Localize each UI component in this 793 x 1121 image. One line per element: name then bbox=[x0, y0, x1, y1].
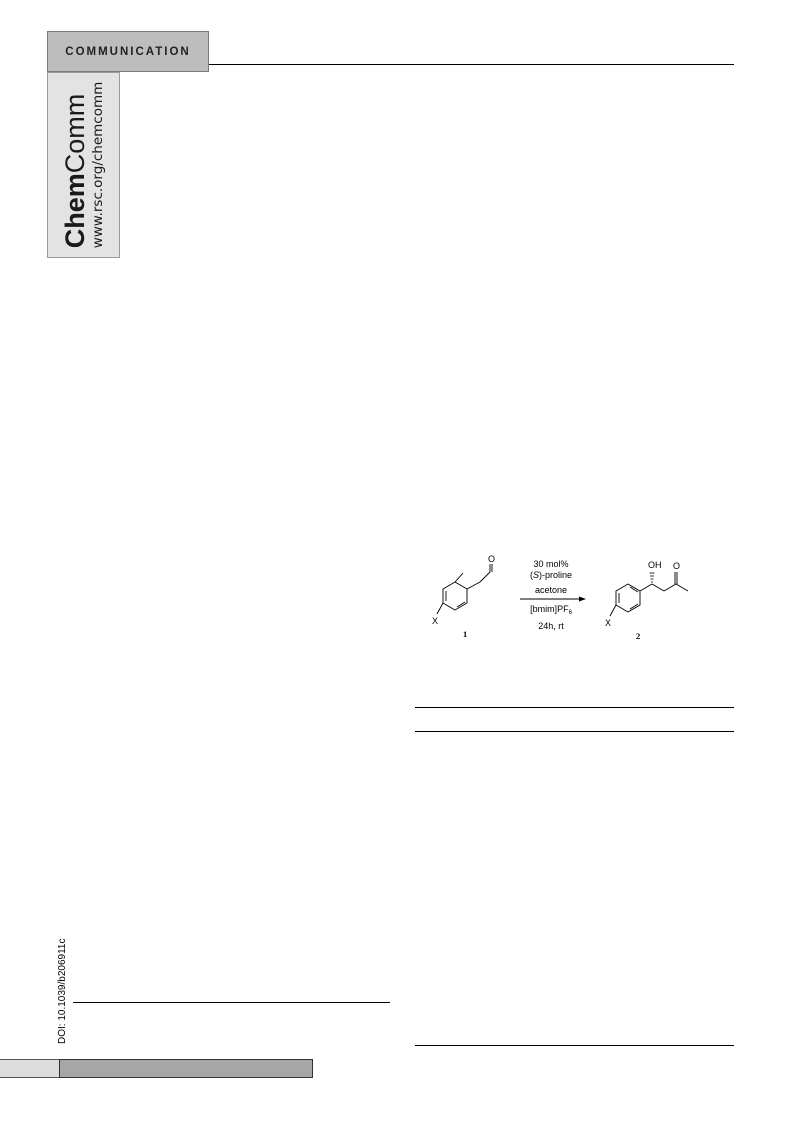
stereo-hash-bond bbox=[650, 573, 655, 582]
reactant-structure bbox=[437, 564, 492, 614]
footer-bar-dark bbox=[59, 1059, 313, 1078]
product-structure bbox=[610, 572, 688, 616]
journal-logo bbox=[61, 82, 90, 249]
table-header-rule bbox=[415, 731, 734, 732]
reagent-line-2: (S)-proline bbox=[529, 570, 573, 580]
table-top-rule bbox=[415, 707, 734, 708]
substituent-x-product: X bbox=[605, 618, 612, 628]
reaction-scheme bbox=[415, 540, 735, 650]
reaction-arrow bbox=[520, 597, 586, 602]
conditions-label: 24h, rt bbox=[538, 621, 564, 631]
doi-label: DOI: 10.1039/b206911c bbox=[57, 938, 68, 1044]
section-label: COMMUNICATION bbox=[47, 31, 209, 72]
hydroxyl-group: OH bbox=[648, 560, 662, 570]
substituent-x-reactant: X bbox=[432, 616, 439, 626]
reagent-line-3: acetone bbox=[534, 585, 568, 595]
header-rule bbox=[209, 64, 734, 65]
table-bottom-rule bbox=[415, 1045, 734, 1046]
footnote-rule bbox=[73, 1002, 390, 1003]
journal-banner-text bbox=[61, 82, 107, 249]
footer-bar-light bbox=[0, 1059, 59, 1078]
ketone-oxygen: O bbox=[673, 561, 681, 571]
journal-logo-prefix: Chem bbox=[59, 173, 90, 249]
reactant-label: 1 bbox=[463, 629, 468, 639]
journal-website: www.rsc.org/chemcomm bbox=[89, 81, 106, 249]
aldehyde-oxygen: O bbox=[488, 554, 496, 564]
reagent-line-1: 30 mol% bbox=[533, 559, 569, 569]
product-label: 2 bbox=[636, 631, 641, 641]
journal-logo-suffix: Comm bbox=[59, 93, 90, 174]
solvent-label: $[bmim]PF_6$ bbox=[530, 604, 572, 616]
journal-banner bbox=[47, 72, 120, 258]
